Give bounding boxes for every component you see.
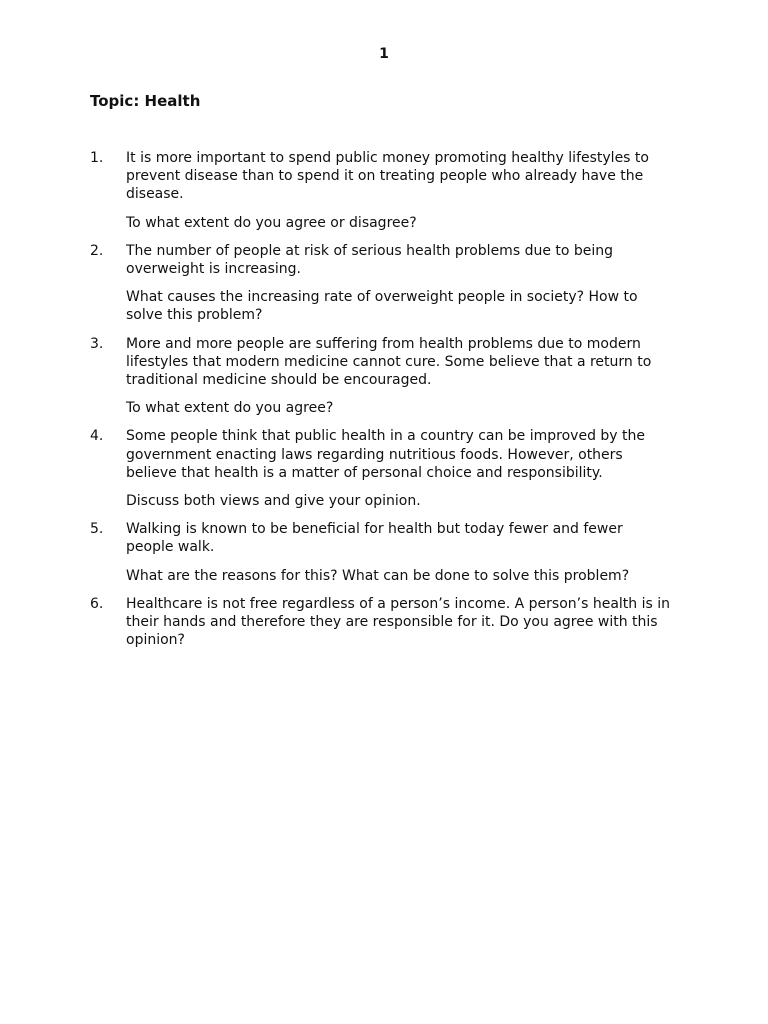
item-statement: It is more important to spend public money promoting healthy lifestyles to prevent disease than to spend it on treating people who already have the disease.	[126, 150, 649, 203]
list-item	[90, 595, 674, 650]
item-body	[126, 427, 674, 510]
item-statement: The number of people at risk of serious health problems due to being overweight is increasing.	[126, 242, 614, 278]
item-body	[126, 595, 674, 650]
topic-title: Topic: Health	[90, 92, 201, 110]
item-statement: Some people think that public health in a country can be improved by the government enacting laws regarding nutritious foods. However, others believe that health is a matter of personal choice and responsibility.	[126, 428, 646, 481]
list-item	[90, 335, 674, 418]
item-statement: Healthcare is not free regardless of a person’s income. A person’s health is in their hands and therefore they are responsible for it. Do you agree with this opinion?	[126, 595, 670, 649]
item-question: To what extent do you agree or disagree?	[126, 214, 417, 231]
list-item	[90, 427, 674, 510]
page-number: 1	[379, 46, 389, 62]
essay-topic-list	[90, 149, 674, 659]
list-item	[90, 520, 674, 585]
item-number: 4.	[90, 428, 104, 445]
item-statement: More and more people are suffering from health problems due to modern lifestyles that modern medicine cannot cure. Some believe that a return to traditional medicine should be encouraged.	[126, 335, 652, 389]
item-body	[126, 335, 674, 418]
item-number: 1.	[90, 150, 104, 166]
item-body	[126, 520, 674, 585]
item-number: 5.	[90, 521, 104, 538]
item-number: 6.	[90, 595, 104, 612]
list-item	[90, 149, 674, 232]
list-item	[90, 242, 674, 325]
item-number: 3.	[90, 335, 104, 352]
item-statement: Walking is known to be beneficial for health but today fewer and fewer people walk.	[126, 521, 623, 556]
item-question: What causes the increasing rate of overweight people in society? How to solve this problem?	[126, 289, 638, 324]
item-question: Discuss both views and give your opinion.	[126, 493, 421, 510]
item-question: What are the reasons for this? What can be done to solve this problem?	[126, 567, 630, 584]
item-number: 2.	[90, 242, 104, 259]
item-body	[126, 242, 674, 325]
item-body	[126, 149, 674, 232]
item-question: To what extent do you agree?	[126, 400, 334, 417]
